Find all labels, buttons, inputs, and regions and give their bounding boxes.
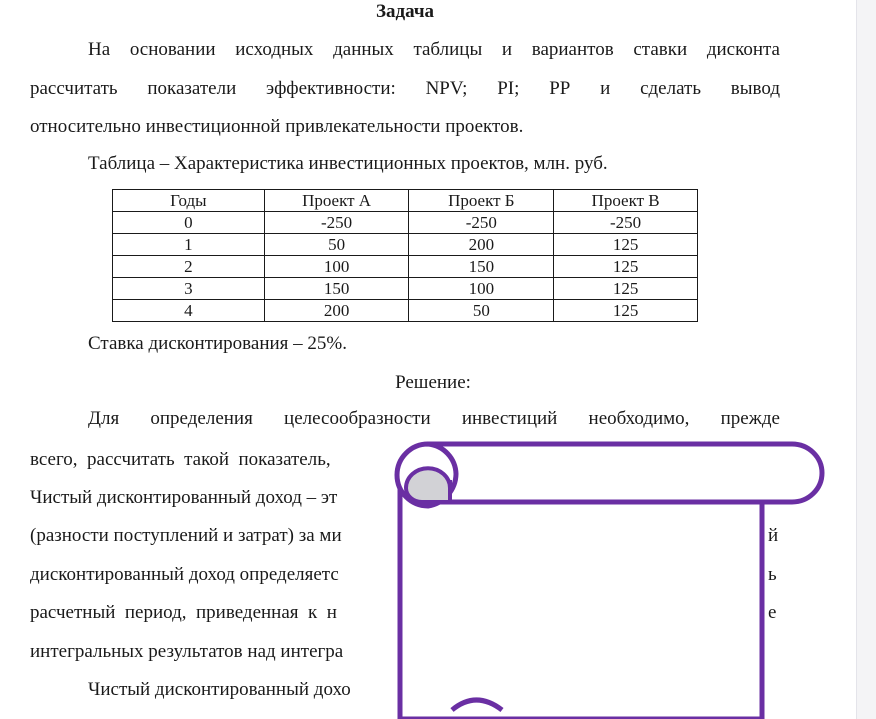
table-cell: 2	[113, 256, 265, 278]
table-cell: 1	[113, 234, 265, 256]
solution-line-7: интегральных результатов над интегра	[30, 641, 344, 662]
table-cell: 50	[264, 234, 409, 256]
table-cell: 200	[264, 300, 409, 322]
word: Для	[88, 408, 120, 429]
word: PI;	[497, 78, 520, 99]
word: необходимо,	[588, 408, 690, 429]
word: данных	[333, 39, 394, 60]
word: таблицы	[413, 39, 483, 60]
table-cell: 150	[409, 256, 554, 278]
table-cell: -250	[554, 212, 698, 234]
word: NPV;	[425, 78, 468, 99]
table-header-row	[113, 190, 698, 212]
table-cell: 150	[264, 278, 409, 300]
intro-line-2	[30, 77, 780, 101]
table-cell: 200	[409, 234, 554, 256]
word: PP	[549, 78, 571, 99]
word: инвестиций	[461, 408, 558, 429]
solution-line-8: Чистый дисконтированный дохо	[88, 679, 351, 700]
word: вариантов	[531, 39, 614, 60]
word: На	[88, 39, 111, 60]
header-project-v: Проект В	[554, 190, 698, 212]
word: вывод	[730, 78, 780, 99]
intro-line-1	[88, 38, 780, 62]
word: ставки	[633, 39, 688, 60]
page-margin-gutter	[856, 0, 876, 719]
solution-line-4-end: й	[768, 525, 779, 546]
header-project-a: Проект А	[264, 190, 409, 212]
word: и	[501, 39, 513, 60]
table-cell: 0	[113, 212, 265, 234]
solution-heading: Решение:	[395, 372, 471, 393]
table-row	[113, 300, 698, 322]
word: целесообразности	[284, 408, 431, 429]
word: определения	[150, 408, 253, 429]
table-cell: 125	[554, 300, 698, 322]
solution-line-6: расчетный период, приведенная к н	[30, 602, 337, 623]
table-row	[113, 256, 698, 278]
table-cell: 4	[113, 300, 265, 322]
scroll-banner-icon	[392, 440, 832, 719]
table-cell: -250	[264, 212, 409, 234]
header-years: Годы	[113, 190, 265, 212]
table-row	[113, 278, 698, 300]
table-row	[113, 234, 698, 256]
solution-line-3: Чистый дисконтированный доход – эт	[30, 487, 338, 508]
table-cell: 125	[554, 234, 698, 256]
table-cell: 3	[113, 278, 265, 300]
word: прежде	[720, 408, 780, 429]
solution-line-5: дисконтированный доход определяетс	[30, 564, 339, 585]
word: эффективности:	[266, 78, 396, 99]
word: основании	[129, 39, 216, 60]
word: показатели	[147, 78, 237, 99]
discount-rate-text: Ставка дисконтирования – 25%.	[88, 333, 347, 354]
table-cell: 125	[554, 256, 698, 278]
header-project-b: Проект Б	[409, 190, 554, 212]
table-caption: Таблица – Характеристика инвестиционных проектов, млн. руб.	[88, 153, 608, 174]
investment-projects-table	[112, 189, 698, 322]
intro-line-3: относительно инвестиционной привлекательности проектов.	[30, 116, 524, 137]
table-cell: 50	[409, 300, 554, 322]
table-cell: 100	[409, 278, 554, 300]
solution-line-2: всего, рассчитать такой показатель,	[30, 449, 331, 470]
table-cell: 125	[554, 278, 698, 300]
word: сделать	[640, 78, 702, 99]
table-cell: -250	[409, 212, 554, 234]
task-title: Задача	[375, 1, 435, 22]
solution-line-5-end: ь	[768, 564, 777, 585]
solution-line-1	[88, 407, 780, 431]
word: и	[600, 78, 611, 99]
solution-line-6-end: е	[768, 602, 777, 623]
word: исходных	[235, 39, 314, 60]
word: дисконта	[706, 39, 780, 60]
table-cell: 100	[264, 256, 409, 278]
word: рассчитать	[30, 78, 118, 99]
solution-line-4: (разности поступлений и затрат) за ми	[30, 525, 342, 546]
table-row	[113, 212, 698, 234]
